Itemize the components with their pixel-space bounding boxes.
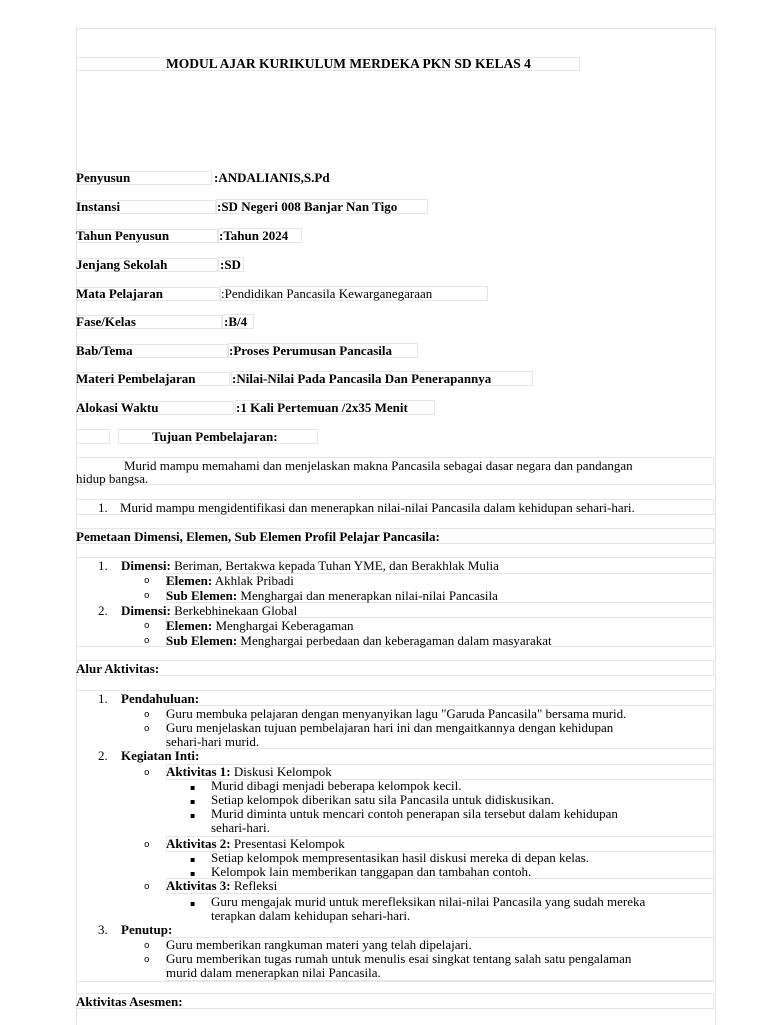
- info-label-alokasi: Alokasi Waktu: [76, 400, 159, 415]
- aktivitas-3: [166, 878, 277, 893]
- dimensi-1-label: Dimensi:: [121, 558, 171, 573]
- circle-bullet-icon: o: [144, 941, 150, 951]
- dimensi-1-sub-elemen: [166, 588, 498, 603]
- circle-bullet-icon: o: [144, 576, 150, 586]
- tujuan-heading: Tujuan Pembelajaran:: [152, 429, 278, 444]
- alur-heading: Alur Aktivitas:: [76, 661, 160, 676]
- info-value-alokasi: :1 Kali Pertemuan /2x35 Menit: [236, 400, 408, 415]
- square-bullet-icon: ▪: [190, 869, 196, 878]
- dimensi-1-number: 1.: [98, 558, 108, 573]
- info-value-tahun: :Tahun 2024: [219, 228, 289, 243]
- circle-bullet-icon: o: [144, 724, 150, 734]
- info-label-fase: Fase/Kelas: [76, 314, 136, 329]
- tujuan-para-line1: Murid mampu memahami dan menjelaskan makna Pancasila sebagai dasar negara dan pandangan: [124, 458, 633, 473]
- circle-bullet-icon: o: [144, 882, 150, 892]
- aktivitas-1-item-line1: Murid diminta untuk mencari contoh penerapan sila tersebut dalam kehidupan: [211, 806, 618, 821]
- pendahuluan-item-line2: sehari-hari murid.: [166, 734, 260, 749]
- info-value-fase: :B/4: [224, 314, 248, 329]
- square-bullet-icon: ▪: [190, 783, 196, 792]
- penutup-item: Guru memberikan rangkuman materi yang telah dipelajari.: [166, 937, 472, 952]
- sub-elemen-text: Menghargai perbedaan dan keberagaman dalam masyarakat: [237, 633, 552, 648]
- info-label-bab: Bab/Tema: [76, 343, 133, 358]
- sub-elemen-label: Sub Elemen:: [166, 633, 238, 648]
- pendahuluan-label: Pendahuluan:: [121, 691, 200, 706]
- info-value-jenjang: :SD: [220, 257, 241, 272]
- dimensi-2-number: 2.: [98, 603, 108, 618]
- pendahuluan-number: 1.: [98, 691, 108, 706]
- aktivitas-1-item: Setiap kelompok diberikan satu sila Pancasila untuk didiskusikan.: [211, 792, 555, 807]
- circle-bullet-icon: o: [144, 768, 150, 778]
- info-label-mapel: Mata Pelajaran: [76, 286, 164, 301]
- square-bullet-icon: ▪: [190, 811, 196, 820]
- aktivitas-1-item-line2: sehari-hari.: [211, 820, 270, 835]
- penutup-label: Penutup:: [121, 922, 173, 937]
- circle-bullet-icon: o: [144, 636, 150, 646]
- aktivitas-2-text: Presentasi Kelompok: [230, 836, 345, 851]
- dimensi-1-elemen: [166, 573, 294, 588]
- elemen-text: Menghargai Keberagaman: [212, 618, 354, 633]
- dimensi-2-elemen: [166, 618, 353, 633]
- dimensi-1-text: Beriman, Bertakwa kepada Tuhan YME, dan Berakhlak Mulia: [170, 558, 499, 573]
- aktivitas-2-item: Setiap kelompok mempresentasikan hasil diskusi mereka di depan kelas.: [211, 850, 589, 865]
- penutup-item-line2: murid dalam menerapkan nilai Pancasila.: [166, 965, 381, 980]
- aktivitas-2-item: Kelompok lain memberikan tanggapan dan tambahan contoh.: [211, 864, 532, 879]
- alur-heading-box: [76, 660, 714, 676]
- info-label-materi: Materi Pembelajaran: [76, 371, 196, 386]
- dimensi-2-label: Dimensi:: [121, 603, 171, 618]
- tujuan-para-line2: hidup bangsa.: [76, 471, 149, 486]
- info-value-bab: :Proses Perumusan Pancasila: [229, 343, 392, 358]
- dimensi-2-sub-elemen: [166, 633, 552, 648]
- info-value-instansi: :SD Negeri 008 Banjar Nan Tigo: [217, 199, 398, 214]
- circle-bullet-icon: o: [144, 621, 150, 631]
- info-label-penyusun: Penyusun: [76, 170, 131, 185]
- circle-bullet-icon: o: [144, 591, 150, 601]
- aktivitas-1-item: Murid dibagi menjadi beberapa kelompok kecil.: [211, 778, 462, 793]
- pemetaan-heading: Pemetaan Dimensi, Elemen, Sub Elemen Profil Pelajar Pancasila:: [76, 529, 440, 544]
- kegiatan-inti-label: Kegiatan Inti:: [121, 748, 200, 763]
- dimensi-2-text: Berkebhinekaan Global: [170, 603, 298, 618]
- dimensi-1: [121, 558, 499, 573]
- aktivitas-3-item-line1: Guru mengajak murid untuk merefleksikan nilai-nilai Pancasila yang sudah mereka: [211, 894, 646, 909]
- sub-elemen-label: Sub Elemen:: [166, 588, 238, 603]
- aktivitas-3-text: Refleksi: [230, 878, 278, 893]
- elemen-label: Elemen:: [166, 573, 213, 588]
- pendahuluan-item: Guru membuka pelajaran dengan menyanyikan lagu "Garuda Pancasila" bersama murid.: [166, 706, 627, 721]
- aktivitas-3-item-line2: terapkan dalam kehidupan sehari-hari.: [211, 908, 411, 923]
- kegiatan-inti-number: 2.: [98, 748, 108, 763]
- elemen-label: Elemen:: [166, 618, 213, 633]
- aktivitas-1-label: Aktivitas 1:: [166, 764, 231, 779]
- tujuan-item-number: 1.: [98, 500, 108, 515]
- info-value-materi: :Nilai-Nilai Pada Pancasila Dan Penerapannya: [232, 371, 492, 386]
- elemen-text: Akhlak Pribadi: [212, 573, 294, 588]
- penutup-number: 3.: [98, 922, 108, 937]
- document-title: MODUL AJAR KURIKULUM MERDEKA PKN SD KELAS 4: [166, 56, 531, 71]
- square-bullet-icon: ▪: [190, 855, 196, 864]
- info-value-mapel: [221, 286, 432, 301]
- aktivitas-2: [166, 836, 345, 851]
- aktivitas-1: [166, 764, 332, 779]
- circle-bullet-icon: o: [144, 710, 150, 720]
- aktivitas-2-label: Aktivitas 2:: [166, 836, 231, 851]
- info-label-tahun: Tahun Penyusun: [76, 228, 170, 243]
- tujuan-spacer-cell: [76, 429, 110, 444]
- asesmen-heading: Aktivitas Asesmen:: [76, 994, 183, 1009]
- tujuan-item-text: Murid mampu mengidentifikasi dan menerapkan nilai-nilai Pancasila dalam kehidupan sehari-hari.: [120, 500, 635, 515]
- aktivitas-3-label: Aktivitas 3:: [166, 878, 231, 893]
- pendahuluan-item-line1: Guru menjelaskan tujuan pembelajaran hari ini dan mengaitkannya dengan kehidupan: [166, 720, 614, 735]
- info-value-penyusun: :ANDALIANIS,S.Pd: [214, 170, 330, 185]
- info-value-mapel-text: :Pendidikan Pancasila Kewarganegaraan: [221, 286, 433, 301]
- circle-bullet-icon: o: [144, 955, 150, 965]
- dimensi-2: [121, 603, 297, 618]
- info-label-instansi: Instansi: [76, 199, 121, 214]
- aktivitas-1-text: Diskusi Kelompok: [230, 764, 332, 779]
- square-bullet-icon: ▪: [190, 899, 196, 908]
- square-bullet-icon: ▪: [190, 797, 196, 806]
- penutup-item-line1: Guru memberikan tugas rumah untuk menulis esai singkat tentang salah satu pengalaman: [166, 951, 632, 966]
- sub-elemen-text: Menghargai dan menerapkan nilai-nilai Pancasila: [237, 588, 498, 603]
- info-label-jenjang: Jenjang Sekolah: [76, 257, 168, 272]
- circle-bullet-icon: o: [144, 840, 150, 850]
